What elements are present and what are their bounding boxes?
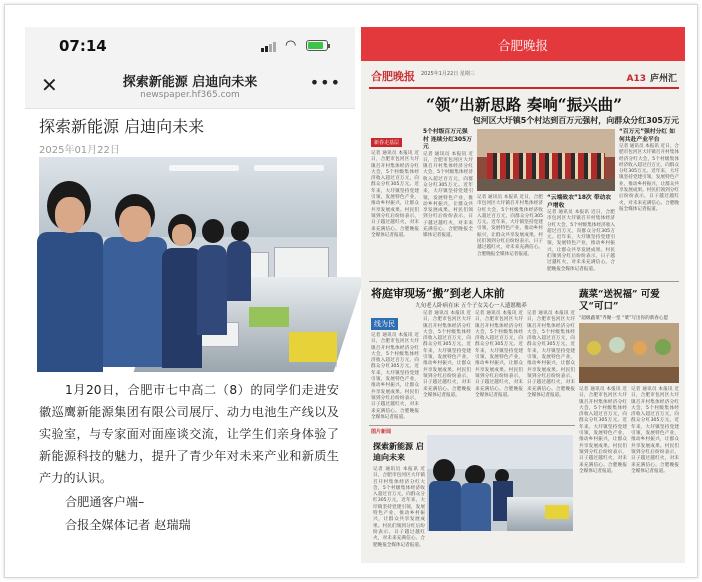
article-body: 1月20日，合肥市七中高二（8）的同学们走进安徽巡鹰新能源集团有限公司展厅、动力电池生产线以及实验室，与专家面对面座谈交流，让学生们亲身体验了新能源科技的魅力，提升了青少年对未来产业和新质生产力的认识。 — [39, 383, 339, 485]
story3-text-2: 记者 通讯员 本报讯 近日，合肥市包河区大圩镇召开村集体经济分红大会，5个村级集体经济收入超过百万元，向群众分红305万元。近年来，大圩镇坚持党建引领，发展特色产业，推动乡村振兴，让群众共享发展成果。村民们领到分红后纷纷表示，日子越过越红火，对未来充满信心。合肥晚报全媒体记者报道。 — [631, 387, 679, 474]
lead-col-title-1: 5个村级百万元强村 连续分红305万元 — [423, 129, 472, 150]
story2-text-3: 记者 通讯员 本报讯 近日，合肥市包河区大圩镇召开村集体经济分红大会，5个村级集体经济收入超过百万元，向群众分红305万元。近年来，大圩镇坚持党建引领，发展特色产业，推动乡村振兴，让群众共享发展成果。村民们领到分红后纷纷表示，日子越过越红火，对未来充满信心。合肥晚报全媒体记者报道。 — [475, 311, 523, 398]
masthead-page — [626, 71, 677, 84]
lead-col-2 — [423, 129, 473, 277]
story2-col-2 — [423, 311, 471, 421]
story3-subtitle: “超级蔬菜”齐聚一堂 “菜”写出你的新春心愿 — [579, 316, 669, 321]
story3-text-1: 记者 通讯员 本报讯 近日，合肥市包河区大圩镇召开村集体经济分红大会，5个村级集体经济收入超过百万元，向群众分红305万元。近年来，大圩镇坚持党建引领，发展特色产业，推动乡村振兴，让群众共享发展成果。村民们领到分红后纷纷表示，日子越过越红火，对未来充满信心。合肥晚报全媒体记者报道。 — [579, 387, 627, 474]
lead-col-1 — [371, 129, 419, 277]
article-title: 探索新能源 启迪向未来 — [39, 117, 205, 136]
page-number: A13 — [626, 74, 646, 84]
wifi-icon: ◠ — [285, 38, 297, 53]
newspaper-logo: 合肥晚报 — [371, 70, 415, 83]
lead-text-5: 记者 通讯员 本报讯 近日，合肥市包河区大圩镇召开村集体经济分红大会，5个村级集体经济收入超过百万元，向群众分红305万元。近年来，大圩镇坚持党建引领，发展特色产业，推动乡村振兴，让群众共享发展成果。村民们领到分红后纷纷表示，日子越过越红火，对未来充满信心。合肥晚报全媒体记者报道。 — [619, 144, 679, 212]
story3-photo[interactable] — [579, 323, 679, 383]
lead-text-4: 记者 通讯员 本报讯 近日，合肥市包河区大圩镇召开村集体经济分红大会，5个村级集体经济收入超过百万元，向群众分红305万元。近年来，大圩镇坚持党建引领，发展特色产业，推动乡村振兴，让群众共享发展成果。村民们领到分红后纷纷表示，日子越过越红火，对未来充满信心。合肥晚报全媒体记者报道。 — [547, 210, 615, 272]
story4-divider — [369, 425, 575, 426]
article-source: 合肥通客户端– — [65, 495, 145, 509]
nav-url: newspaper.hf365.com — [140, 90, 240, 100]
story3-col-2 — [631, 387, 679, 557]
battery-icon — [306, 40, 328, 51]
section-divider — [369, 281, 679, 282]
lead-text-3: 记者 通讯员 本报讯 近日，合肥市包河区大圩镇召开村集体经济分红大会，5个村级集体经济收入超过百万元，向群众分红305万元。近年来，大圩镇坚持党建引领，发展特色产业，推动乡村振兴，让群众共享发展成果。村民们领到分红后纷纷表示，日子越过越红火，对未来充满信心。合肥晚报全媒体记者报道。 — [477, 195, 543, 257]
nav-page-title: 探索新能源 启迪向未来 — [122, 75, 258, 90]
story2-subtitle: 九旬老人卧病在床 五个子女关心一人遗愿赡养 — [415, 303, 527, 309]
lead-col-3 — [477, 195, 543, 277]
story4-text: 记者 通讯员 本报讯 近日，合肥市包河区大圩镇召开村集体经济分红大会，5个村级集体经济收入超过百万元，向群众分红305万元。近年来，大圩镇坚持党建引领，发展特色产业，推动乡村振兴，让群众共享发展成果。村民们领到分红后纷纷表示，日子越过越红火，对未来充满信心。合肥晚报全媒体记者报道。 — [373, 467, 425, 548]
story2-text-2: 记者 通讯员 本报讯 近日，合肥市包河区大圩镇召开村集体经济分红大会，5个村级集体经济收入超过百万元，向群众分红305万元。近年来，大圩镇坚持党建引领，发展特色产业，推动乡村振兴，让群众共享发展成果。村民们领到分红后纷纷表示，日子越过越红火，对未来充满信心。合肥晚报全媒体记者报道。 — [423, 311, 471, 398]
screenshot-frame — [4, 4, 698, 578]
newspaper-app-bar — [361, 27, 685, 61]
lead-col-title-3: “百万元”强村分红 如何共赴产业平台 — [619, 129, 676, 143]
story2-col-1 — [371, 311, 419, 421]
newspaper-page-view — [361, 27, 685, 563]
close-icon[interactable]: ✕ — [41, 73, 58, 97]
browser-nav-bar — [25, 63, 355, 109]
more-dots-icon[interactable]: ••• — [309, 73, 341, 92]
section-name: 庐州汇 — [649, 74, 677, 84]
story3-col-1 — [579, 387, 627, 557]
story4-title[interactable]: 探索新能源 启迪向未来 — [373, 441, 424, 462]
story2-col-3 — [475, 311, 523, 421]
status-time: 07:14 — [59, 37, 107, 55]
lead-headline[interactable]: “领”出新思路 奏响“振兴曲” — [425, 95, 623, 114]
lead-col-title-2: “云端致农”18次 带动农户增收 — [547, 195, 612, 209]
masthead-date: 2025年1月22日 星期三 — [421, 71, 475, 77]
story2-text-4: 记者 通讯员 本报讯 近日，合肥市包河区大圩镇召开村集体经济分红大会，5个村级集体经济收入超过百万元，向群众分红305万元。近年来，大圩镇坚持党建引领，发展特色产业，推动乡村振兴，让群众共享发展成果。村民们领到分红后纷纷表示，日子越过越红火，对未来充满信心。合肥晚报全媒体记者报道。 — [527, 311, 575, 398]
newspaper-masthead — [369, 67, 679, 89]
story4-label: 图片新闻 — [371, 429, 392, 435]
lead-col-4 — [547, 195, 615, 277]
story2-tag: 线为民 — [371, 318, 398, 330]
phone-article-view — [25, 27, 355, 569]
lead-col-5 — [619, 129, 679, 277]
status-bar — [25, 27, 355, 63]
lead-text-2: 记者 通讯员 本报讯 近日，合肥市包河区大圩镇召开村集体经济分红大会，5个村级集体经济收入超过百万元，向群众分红305万元。近年来，大圩镇坚持党建引领，发展特色产业，推动乡村振兴，让群众共享发展成果。村民们领到分红后纷纷表示，日子越过越红火，对未来充满信心。合肥晚报全媒体记者报道。 — [423, 151, 473, 239]
story2-col-4 — [527, 311, 575, 421]
story4-photo[interactable] — [427, 435, 573, 531]
story2-text-1: 记者 通讯员 本报讯 近日，合肥市包河区大圩镇召开村集体经济分红大会，5个村级集体经济收入超过百万元，向群众分红305万元。近年来，大圩镇坚持党建引领，发展特色产业，推动乡村振兴，让群众共享发展成果。村民们领到分红后纷纷表示，日子越过越红火，对未来充满信心。合肥晚报全媒体记者报道。 — [371, 333, 419, 420]
cellular-signal-icon — [261, 41, 279, 52]
tag-new-rural: 新春走基层 — [371, 138, 402, 147]
article-reporter: 合报全媒体记者 赵瑞瑞 — [65, 518, 191, 532]
lead-text-1: 记者 通讯员 本报讯 近日，合肥市包河区大圩镇召开村集体经济分红大会，5个村级集体经济收入超过百万元，向群众分红305万元。近年来，大圩镇坚持党建引领，发展特色产业，推动乡村振兴，让群众共享发展成果。村民们领到分红后纷纷表示，日子越过越红火，对未来充满信心。合肥晚报全媒体记者报道。 — [371, 151, 419, 238]
story2-title[interactable]: 将庭审现场“搬”到老人床前 — [371, 287, 505, 300]
lead-photo[interactable] — [477, 129, 615, 191]
article-date: 2025年01月22日 — [39, 145, 120, 156]
article-photo[interactable] — [39, 157, 337, 367]
lead-subheadline: 包河区大圩镇5个村达到百万元强村，向群众分红305万元 — [472, 116, 679, 125]
story3-title[interactable]: 蔬菜“送祝福” 可爱又“可口” — [579, 289, 660, 312]
newspaper-app-title: 合肥晚报 — [497, 38, 548, 53]
